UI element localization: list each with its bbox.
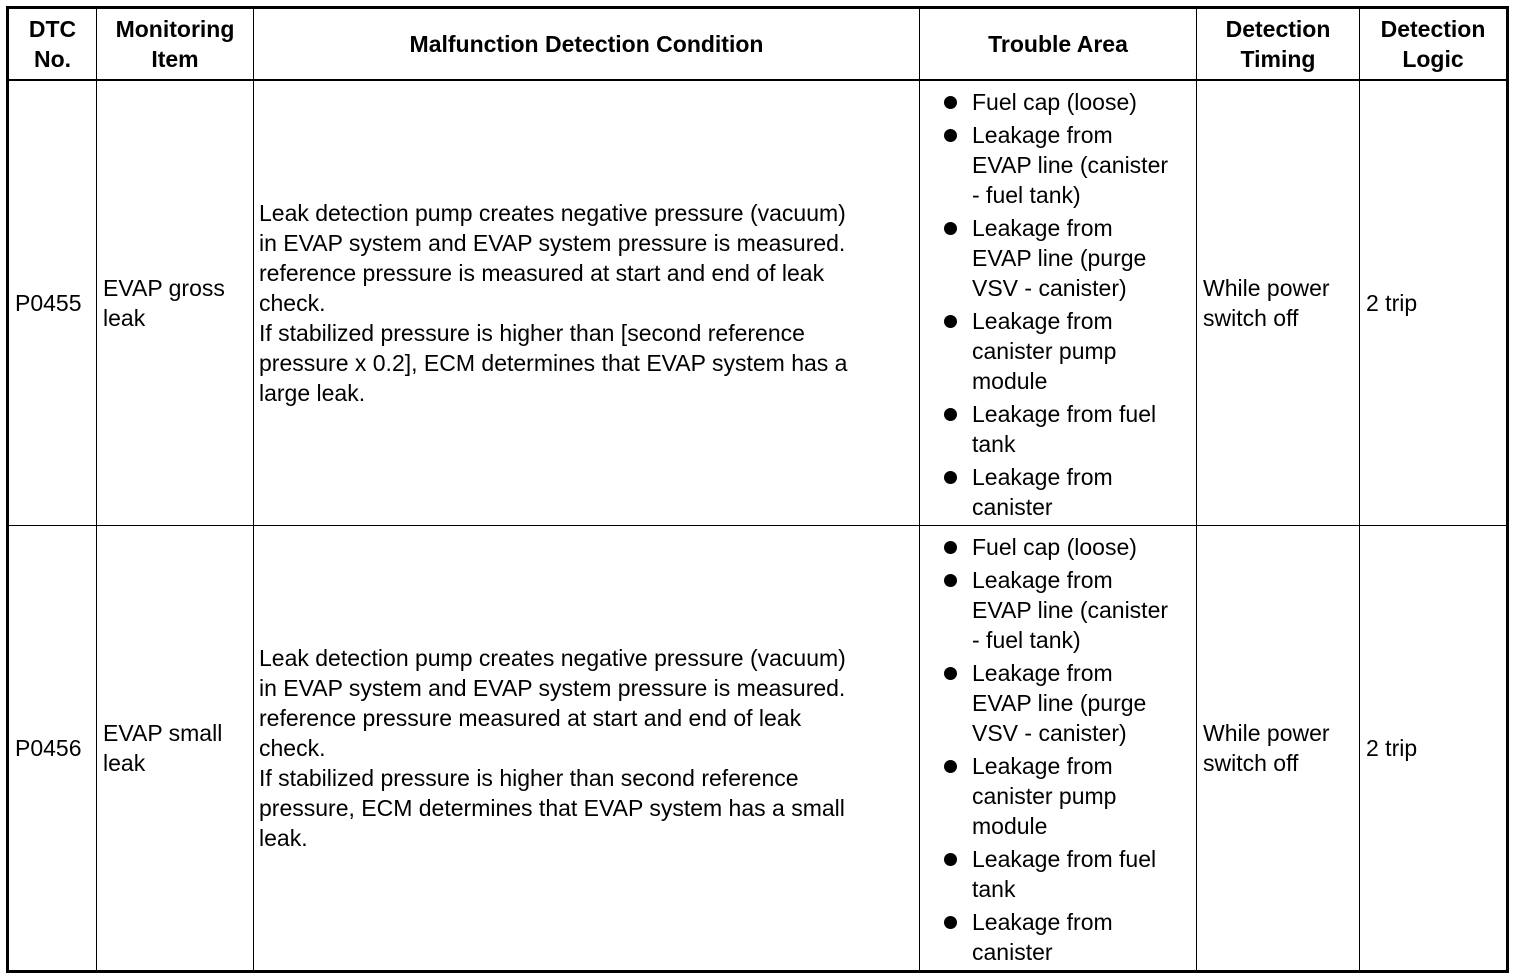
header-row [8,8,1508,81]
trouble-area-item: Leakage from EVAP line (canister - fuel tank) [972,120,1194,210]
trouble-area-item: Leakage from fuel tank [972,399,1194,459]
detection-timing: While power switch off [1203,275,1330,331]
detection-logic: 2 trip [1366,290,1418,316]
dtc-table [6,6,1509,973]
monitoring-item: EVAP small leak [103,720,223,776]
header-trouble-area: Trouble Area [920,8,1197,81]
table-row [8,80,1508,526]
detection-timing: While power switch off [1203,720,1330,776]
trouble-area-item: Leakage from canister pump module [972,306,1194,396]
trouble-area-item: Leakage from EVAP line (canister - fuel tank) [972,565,1194,655]
detection-condition-cell [254,526,920,972]
trouble-area-item: Leakage from canister [972,462,1194,522]
header-detection-logic: Detection Logic [1360,8,1508,81]
monitoring-item: EVAP gross leak [103,275,225,331]
trouble-area-item: Fuel cap (loose) [972,87,1194,117]
trouble-area-item: Leakage from canister pump module [972,751,1194,841]
monitoring-item-cell [97,526,254,972]
trouble-area-item: Leakage from canister [972,907,1194,967]
detection-condition: Leak detection pump creates negative pressure (vacuum) in EVAP system and EVAP system pressure is measured. reference pressure is measured at start and end of leak check. If stabilized pressure is higher than [second reference pressure x 0.2], ECM determines that EVAP system has a large leak. [259,200,848,406]
trouble-area-item: Leakage from EVAP line (purge VSV - canister) [972,658,1194,748]
trouble-area-cell [920,526,1197,972]
detection-condition-cell [254,80,920,526]
dtc-number-cell [8,526,97,972]
dtc-number: P0455 [15,290,82,316]
dtc-number-cell [8,80,97,526]
header-monitoring-item: Monitoring Item [97,8,254,81]
trouble-area-item: Leakage from fuel tank [972,844,1194,904]
detection-logic-cell [1360,526,1508,972]
trouble-area-list [920,81,1196,522]
detection-timing-cell [1197,80,1360,526]
detection-logic: 2 trip [1366,735,1418,761]
detection-condition: Leak detection pump creates negative pressure (vacuum) in EVAP system and EVAP system pressure is measured. reference pressure measured at start and end of leak check. If stabilized pressure is higher than second reference pressure, ECM determines that EVAP system has a small leak. [259,645,846,851]
header-malfunction-detection-condition: Malfunction Detection Condition [254,8,920,81]
detection-logic-cell [1360,80,1508,526]
header-dtc-no: DTC No. [8,8,97,81]
monitoring-item-cell [97,80,254,526]
trouble-area-cell [920,80,1197,526]
header-detection-timing: Detection Timing [1197,8,1360,81]
trouble-area-item: Fuel cap (loose) [972,532,1194,562]
table-row [8,526,1508,972]
trouble-area-list [920,526,1196,967]
trouble-area-item: Leakage from EVAP line (purge VSV - canister) [972,213,1194,303]
detection-timing-cell [1197,526,1360,972]
dtc-number: P0456 [15,735,82,761]
